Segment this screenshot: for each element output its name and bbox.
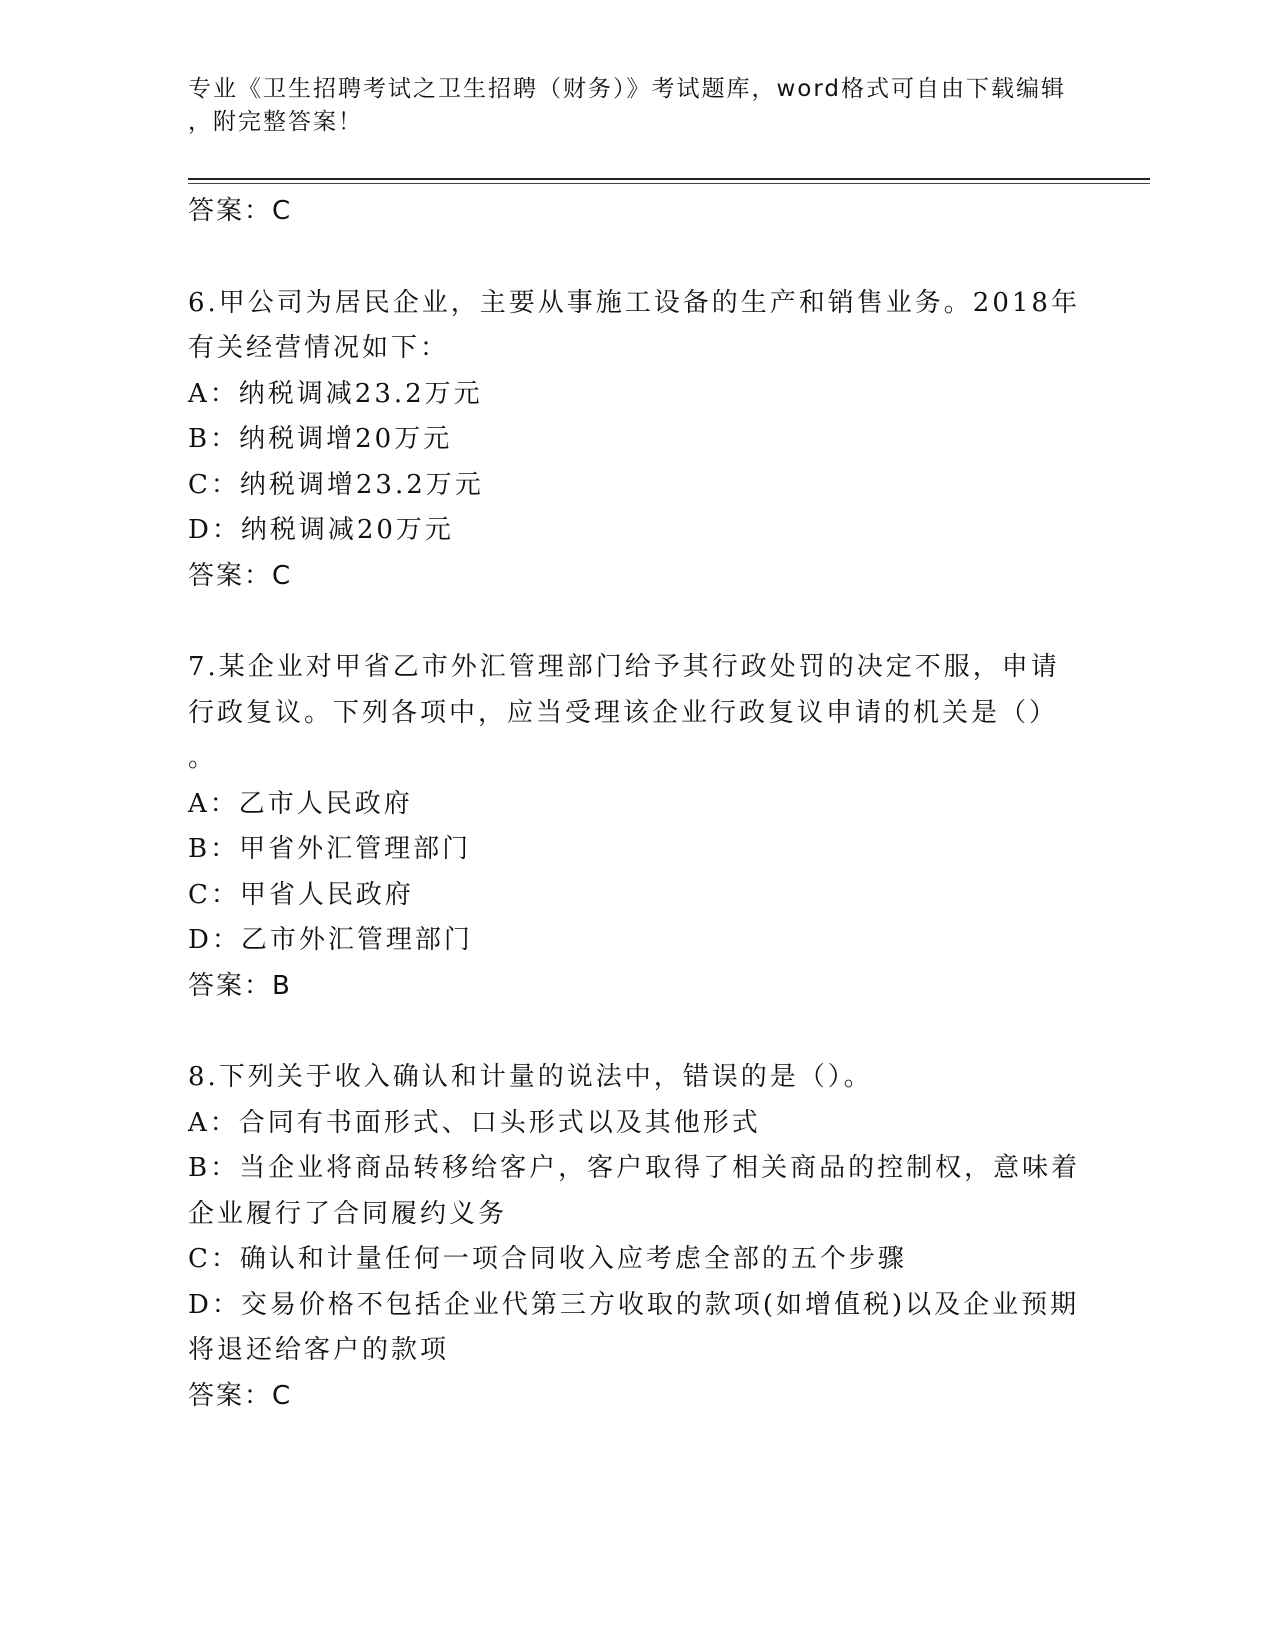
option-a: A：乙市人民政府 xyxy=(188,788,413,819)
option-d: D：交易价格不包括企业代第三方收取的款项(如增值税)以及企业预期 xyxy=(188,1289,1080,1320)
option-b: B：当企业将商品转移给客户，客户取得了相关商品的控制权，意味着 xyxy=(188,1153,1081,1183)
option-b: B：甲省外汇管理部门 xyxy=(188,834,472,864)
option-a: A：纳税调减23.2万元 xyxy=(188,378,483,409)
option-d: D：纳税调减20万元 xyxy=(188,515,454,545)
question-content xyxy=(188,189,1088,1419)
question-6 xyxy=(188,281,1088,600)
question-8 xyxy=(188,1055,1088,1419)
option-d: D：乙市外汇管理部门 xyxy=(188,925,473,955)
question-stem: 6.甲公司为居民企业，主要从事施工设备的生产和销售业务。2018年 xyxy=(188,287,1080,318)
question-stem: 有关经营情况如下： xyxy=(188,333,450,363)
question-stem: 。 xyxy=(188,743,215,773)
header-line: 专业《卫生招聘考试之卫生招聘（财务）》考试题库，word格式可自由下载编辑 xyxy=(188,76,1067,102)
option-a: A：合同有书面形式、口头形式以及其他形式 xyxy=(188,1107,761,1138)
document-header xyxy=(188,73,1068,139)
previous-answer: 答案：C xyxy=(188,196,293,226)
option-d-continued: 将退还给客户的款项 xyxy=(188,1335,450,1365)
answer-label: 答案：B xyxy=(188,970,292,1001)
header-line: ，附完整答案！ xyxy=(188,109,363,135)
header-divider-thin xyxy=(188,183,1150,184)
option-b: B：纳税调增20万元 xyxy=(188,424,453,454)
header-divider-thick xyxy=(188,178,1150,180)
question-7 xyxy=(188,645,1088,1009)
option-b-continued: 企业履行了合同履约义务 xyxy=(188,1198,508,1229)
question-stem: 行政复议。下列各项中，应当受理该企业行政复议申请的机关是（） xyxy=(188,697,1059,728)
option-c: C：甲省人民政府 xyxy=(188,879,414,910)
answer-label: 答案：C xyxy=(188,1380,293,1411)
question-stem: 7.某企业对甲省乙市外汇管理部门给予其行政处罚的决定不服，申请 xyxy=(188,652,1060,682)
answer-label: 答案：C xyxy=(188,560,293,591)
option-c: C：纳税调增23.2万元 xyxy=(188,469,484,500)
option-c: C：确认和计量任何一项合同收入应考虑全部的五个步骤 xyxy=(188,1244,907,1274)
question-stem: 8.下列关于收入确认和计量的说法中，错误的是（）。 xyxy=(188,1062,873,1092)
